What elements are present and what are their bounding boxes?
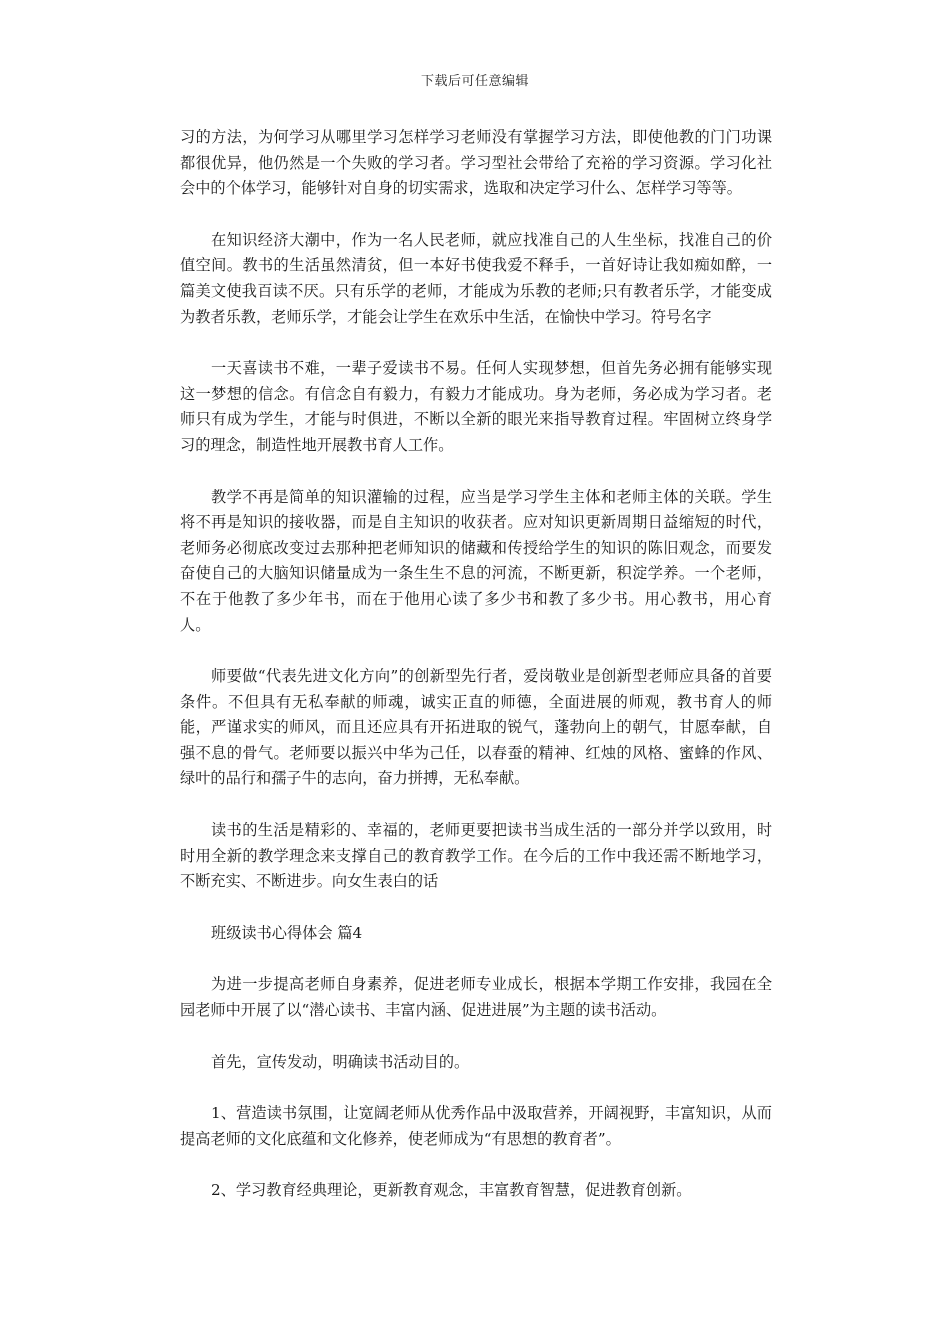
paragraph-3: 一天喜读书不难，一辈子爱读书不易。任何人实现梦想，但首先务必拥有能够实现这一梦想的信念。有信念自有毅力，有毅力才能成功。身为老师，务必成为学习者。老师只有成为学生，才能与时俱进，不断以全新的眼光来指导教育过程。牢固树立终身学习的理念，制造性地开展教书育人工作。 [180, 359, 772, 454]
paragraph-6: 读书的生活是精彩的、幸福的，老师更要把读书当成生活的一部分并学以致用，时时用全新的教学理念来支撑自己的教育教学工作。在今后的工作中我还需不断地学习，不断充实、不断进步。向女生表白的话 [180, 821, 772, 891]
document-body [180, 125, 772, 1230]
paragraph-2: 在知识经济大潮中，作为一名人民老师，就应找准自己的人生坐标，找准自己的价值空间。教书的生活虽然清贫，但一本好书使我爱不释手，一首好诗让我如痴如醉，一篇美文使我百读不厌。只有乐学的老师，才能成为乐教的老师;只有教者乐学，才能变成为教者乐教，老师乐学，才能会让学生在欢乐中生活，在愉快中学习。符号名字 [180, 230, 772, 326]
paragraph-4: 教学不再是简单的知识灌输的过程，应当是学习学生主体和老师主体的关联。学生将不再是知识的接收器，而是自主知识的收获者。应对知识更新周期日益缩短的时代，老师务必彻底改变过去那种把老师知识的储藏和传授给学生的知识的陈旧观念，而要发奋使自己的大脑知识储量成为一条生生不息的河流，不断更新，积淀学养。一个老师，不在于他教了多少年书，而在于他用心读了多少书和教了多少书。用心教书，用心育人。 [180, 487, 772, 634]
list-item-1: 1、营造读书氛围，让宽阔老师从优秀作品中汲取营养，开阔视野，丰富知识，从而提高老师的文化底蕴和文化修养，使老师成为“有思想的教育者”。 [180, 1104, 772, 1148]
page-header: 下载后可任意编辑 [420, 74, 529, 89]
paragraph-8: 首先，宣传发动，明确读书活动目的。 [211, 1052, 470, 1071]
paragraph-7: 为进一步提高老师自身素养，促进老师专业成长，根据本学期工作安排，我园在全园老师中开展了以“潜心读书、丰富内涵、促进进展”为主题的读书活动。 [180, 975, 772, 1020]
paragraph-5: 师要做“代表先进文化方向”的创新型先行者，爱岗敬业是创新型老师应具备的首要条件。不但具有无私奉献的师魂，诚实正直的师德，全面进展的师观，教书育人的师能，严谨求实的师风，而且还应具有开拓进取的锐气，蓬勃向上的朝气，甘愿奉献，自强不息的骨气。老师要以振兴中华为己任，以春蚕的精神、红烛的风格、蜜蜂的作风、绿叶的品行和孺子牛的志向，奋力拼搏，无私奉献。 [180, 667, 772, 788]
paragraph-1: 习的方法，为何学习从哪里学习怎样学习老师没有掌握学习方法，即使他教的门门功课都很优异，他仍然是一个失败的学习者。学习型社会带给了充裕的学习资源。学习化社会中的个体学习，能够针对自身的切实需求，选取和决定学习什么、怎样学习等等。 [180, 128, 772, 198]
section-heading: 班级读书心得体会 篇4 [211, 923, 363, 942]
list-item-2: 2、学习教育经典理论，更新教育观念，丰富教育智慧，促进教育创新。 [211, 1181, 692, 1200]
